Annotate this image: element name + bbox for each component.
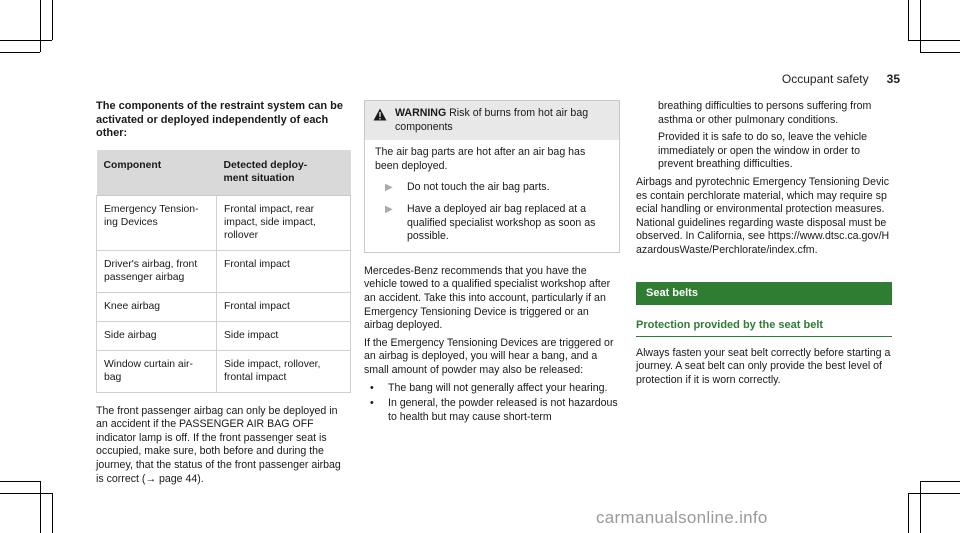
crop-mark <box>0 493 52 494</box>
deployment-paragraph: If the Emergency Tensioning Devices are triggered or an airbag is deployed, you will hear a bang, and a small amount of powder may also be released: <box>364 336 614 376</box>
table-header-component: Component <box>97 150 217 196</box>
table-cell: Knee airbag <box>97 292 217 321</box>
breathing-paragraph: breathing difficulties to persons suffering from asthma or other pulmonary conditions. <box>658 100 872 126</box>
warning-triangle-icon <box>373 108 387 121</box>
bullet-text: In general, the powder released is not hazardous to health but may cause short-term <box>388 397 618 423</box>
page-number: 35 <box>886 72 900 86</box>
crop-mark <box>52 0 53 40</box>
bullet-icon: • <box>370 397 374 410</box>
watermark: carmanualsonline.info <box>596 508 768 527</box>
warning-text: The air bag parts are hot after an air bag has been deployed. <box>375 146 586 172</box>
warning-box <box>364 100 620 253</box>
column-1 <box>96 100 351 490</box>
arrow-right-icon: ▶ <box>385 182 393 194</box>
table-cell: Frontal impact <box>217 250 351 292</box>
crop-mark <box>920 52 960 53</box>
page-header <box>782 72 900 86</box>
warning-step-text: Do not touch the air bag parts. <box>407 181 550 194</box>
leave-vehicle-paragraph: Provided it is safe to do so, leave the vehicle immediately or open the window in order to prevent breathing difficulties. <box>658 131 868 171</box>
perchlorate-paragraph: Airbags and pyrotechnic Emergency Tensioning Devices contain perchlorate material, which may require special handling or environmental protection measures. National guidelines regarding waste disposal must be observed. In California, see https://www.dtsc.ca.gov/HazardousWaste/Perchlorate/index.cfm. <box>636 175 890 256</box>
crop-mark <box>40 481 41 533</box>
crop-mark <box>0 40 52 41</box>
table-row <box>97 250 351 292</box>
table-cell: Emergency Tension- ing Devices <box>97 195 217 250</box>
column-3 <box>636 100 892 392</box>
warning-body <box>365 140 619 252</box>
table-row <box>97 350 351 392</box>
warning-title: Risk of burns from hot air bag components <box>395 107 589 133</box>
components-heading: The components of the restraint system can be activated or deployed independently of each other: <box>96 100 343 139</box>
warning-label: WARNING <box>395 107 447 119</box>
seat-belt-paragraph: Always fasten your seat belt correctly before starting a journey. A seat belt can only provide the best level of protection if it is worn correctly. <box>636 346 891 386</box>
crop-mark <box>920 0 921 52</box>
arrow-right-icon: ▶ <box>385 203 393 215</box>
crop-mark <box>40 0 41 52</box>
table-row <box>97 321 351 350</box>
restraint-table <box>96 150 351 393</box>
table-row <box>97 292 351 321</box>
table-header-situation: Detected deploy- ment situation <box>217 150 351 196</box>
crop-mark <box>52 493 53 533</box>
crop-mark <box>908 493 960 494</box>
warning-step <box>375 203 609 244</box>
warning-step <box>375 181 609 195</box>
deployment-bullets <box>364 382 620 425</box>
section-name: Occupant safety <box>781 72 869 86</box>
table-header-row <box>97 150 351 196</box>
subheading: Protection provided by the seat belt <box>636 319 892 337</box>
crop-mark <box>908 40 960 41</box>
warning-header <box>365 101 619 140</box>
table-cell: Frontal impact, rear impact, side impact, rollover <box>217 195 351 250</box>
towing-paragraph: Mercedes-Benz recommends that you have the vehicle towed to a qualified specialist workshop after an accident. Take this into account, particularly if an Emergency Tensioning Device is triggered or an airbag deployed. <box>364 264 611 332</box>
paragraph-text: The front passenger airbag can only be deployed in an accident if the PASSENGER AIR BAG OFF indicator lamp is off. If the front passenger seat is occupied, make sure, both before and during the journey, that the status of the front passenger airbag is correct ( <box>96 404 341 485</box>
list-item <box>364 382 620 396</box>
table-row <box>97 195 351 250</box>
list-item <box>364 397 620 424</box>
table-cell: Driver's airbag, front passenger airbag <box>97 250 217 292</box>
crop-mark <box>920 481 921 533</box>
crop-mark <box>908 493 909 533</box>
passenger-airbag-paragraph <box>96 405 351 487</box>
bullet-text: The bang will not generally affect your hearing. <box>388 381 608 394</box>
warning-step-text: Have a deployed air bag replaced at a qualified specialist workshop as soon as possible. <box>407 202 596 243</box>
section-title-bar: Seat belts <box>636 282 892 306</box>
table-cell: Side airbag <box>97 321 217 350</box>
column-2 <box>364 100 620 426</box>
crop-mark <box>0 52 40 53</box>
page-reference-link[interactable]: → page 44). <box>145 472 204 485</box>
table-cell: Window curtain air- bag <box>97 350 217 392</box>
crop-mark <box>0 481 40 482</box>
warning-title-block <box>395 107 611 134</box>
crop-mark <box>908 0 909 40</box>
table-cell: Side impact, rollover, frontal impact <box>217 350 351 392</box>
table-cell: Frontal impact <box>217 292 351 321</box>
table-cell: Side impact <box>217 321 351 350</box>
crop-mark <box>920 481 960 482</box>
bullet-icon: • <box>370 381 374 394</box>
